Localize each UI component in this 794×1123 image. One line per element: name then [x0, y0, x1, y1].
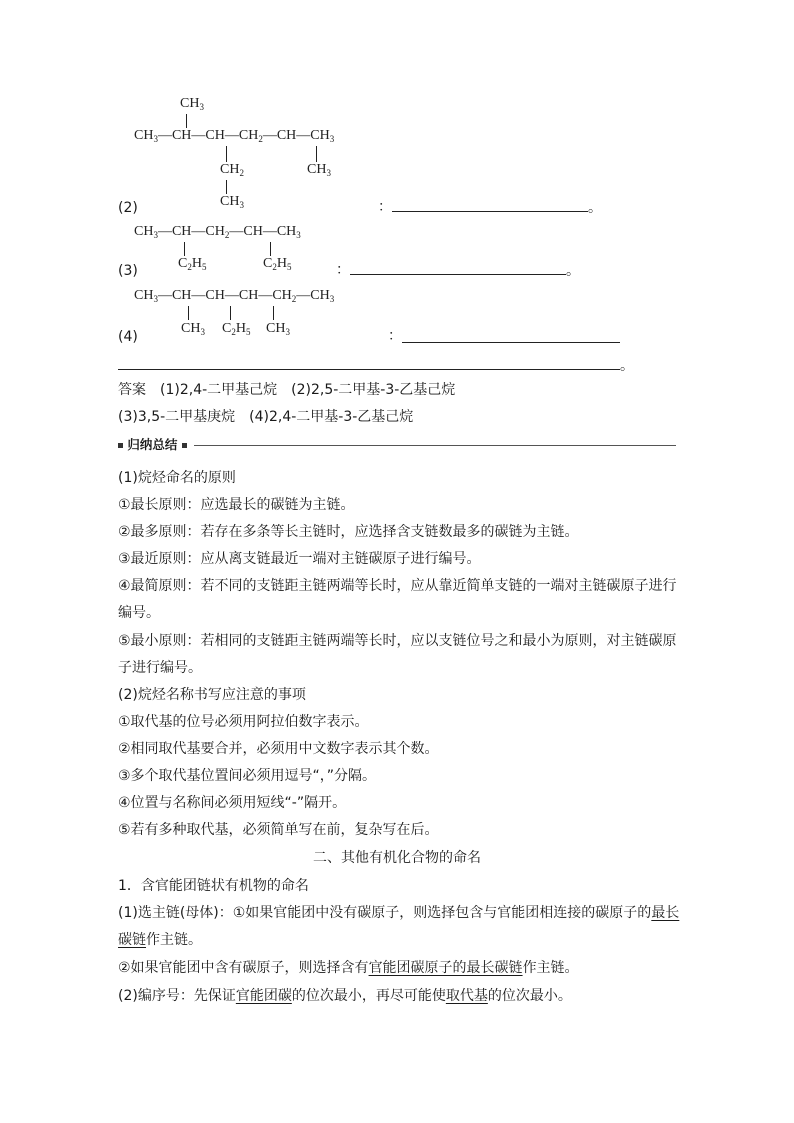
q3-end: 。 — [566, 263, 580, 279]
bond — [270, 242, 271, 256]
q3-answer-blank[interactable] — [350, 274, 566, 275]
q3-number: (3) — [118, 263, 138, 279]
q4-sub-c2h5: $C_2H_5$ — [222, 321, 251, 337]
sec1-title: 1．含官能团链状有机物的命名 — [118, 878, 309, 894]
rule-line: (1)烷烃命名的原则 — [118, 470, 236, 486]
q2-ch2: $CH_2$ — [220, 162, 244, 178]
bond — [184, 242, 185, 256]
q4-sub-ch3-2: $CH_3$ — [266, 321, 290, 337]
rule-line: 编号。 — [118, 605, 160, 621]
bond — [226, 180, 227, 194]
rule-line: ②相同取代基要合并，必须用中文数字表示其个数。 — [118, 741, 439, 757]
sec1-p2: ②如果官能团中含有碳原子，则选择含有官能团碳原子的最长碳链作主链。 — [118, 960, 579, 976]
summary-rule — [194, 445, 676, 446]
q2-main-chain: $CH_3—CH—CH—CH_2—CH—CH_3$ — [134, 128, 335, 144]
rule-line: ①最长原则：应选最长的碳链为主链。 — [118, 497, 355, 513]
sec1-p1: (1)选主链(母体)：①如果官能团中没有碳原子，则选择包含与官能团相连接的碳原子的最长 — [118, 905, 680, 921]
q2-answer-blank[interactable] — [392, 211, 588, 212]
rule-line: ⑤最小原则：若相同的支链距主链两端等长时，应以支链位号之和最小为原则，对主链碳原 — [118, 633, 677, 649]
bond — [316, 146, 317, 162]
underlined-term: 取代基 — [445, 988, 488, 1004]
rule-line: ④最简原则：若不同的支链距主链两端等长时，应从靠近简单支链的一端对主链碳原子进行 — [118, 578, 677, 594]
rule-line: ④位置与名称间必须用短线“-”隔开。 — [118, 795, 347, 811]
q3-c2h5-left: $C_2H_5$ — [178, 256, 207, 272]
q2-down-ch3: $CH_3$ — [307, 162, 331, 178]
bond — [186, 114, 187, 128]
square-bullet-icon — [182, 443, 187, 448]
underlined-term: 官能团碳原子的最长碳链 — [368, 960, 523, 976]
bond — [273, 306, 274, 320]
summary-title: 归纳总结 — [127, 437, 178, 452]
rule-line: ⑤若有多种取代基，必须简单写在前，复杂写在后。 — [118, 822, 439, 838]
sec1-p3: (2)编序号：先保证官能团碳的位次最小，再尽可能使取代基的位次最小。 — [118, 988, 572, 1004]
q4-colon: ： — [388, 328, 402, 344]
bond — [188, 306, 189, 320]
square-bullet-icon — [118, 443, 123, 448]
answer-line-2: (3)3,5-二甲基庚烷 (4)2,4-二甲基-3-乙基己烷 — [118, 409, 414, 425]
q4-sub-ch3-1: $CH_3$ — [181, 321, 205, 337]
rule-line: ③最近原则：应从离支链最近一端对主链碳原子进行编号。 — [118, 551, 481, 567]
q4-number: (4) — [118, 329, 138, 345]
rule-line: ③多个取代基位置间必须用逗号“，”分隔。 — [118, 768, 377, 784]
rule-line: ①取代基的位号必须用阿拉伯数字表示。 — [118, 714, 369, 730]
q3-c2h5-right: $C_2H_5$ — [263, 256, 292, 272]
underlined-term: 碳链 — [118, 932, 146, 948]
bond — [226, 146, 227, 162]
section-title: 二、其他有机化合物的命名 — [313, 850, 481, 866]
rule-line: (2)烷烃名称书写应注意的事项 — [118, 687, 306, 703]
answer-line-1: 答案 (1)2,4-二甲基己烷 (2)2,5-二甲基-3-乙基己烷 — [118, 382, 456, 398]
q2-end: 。 — [588, 200, 602, 216]
rule-line: 子进行编号。 — [118, 660, 202, 676]
bond — [230, 306, 231, 320]
q4-end: 。 — [620, 358, 634, 374]
q2-number: (2) — [118, 200, 138, 216]
q2-colon: ： — [378, 199, 392, 215]
q4-answer-blank-2[interactable] — [118, 369, 620, 370]
q3-main-chain: $CH_3—CH—CH_2—CH—CH_3$ — [134, 224, 301, 240]
rule-line: ②最多原则：若存在多条等长主链时，应选择含支链数最多的碳链为主链。 — [118, 524, 579, 540]
q3-colon: ： — [336, 262, 350, 278]
underlined-term: 最长 — [651, 905, 680, 921]
summary-header — [118, 435, 187, 455]
underlined-term: 官能团碳 — [235, 988, 292, 1004]
q2-ch3b: $CH_3$ — [220, 194, 244, 210]
sec1-p1-cont: 碳链作主链。 — [118, 932, 202, 948]
q4-main-chain: $CH_3—CH—CH—CH—CH_2—CH_3$ — [134, 288, 335, 304]
q2-top-ch3: $CH_3$ — [180, 96, 204, 112]
q4-answer-blank[interactable] — [402, 342, 620, 343]
